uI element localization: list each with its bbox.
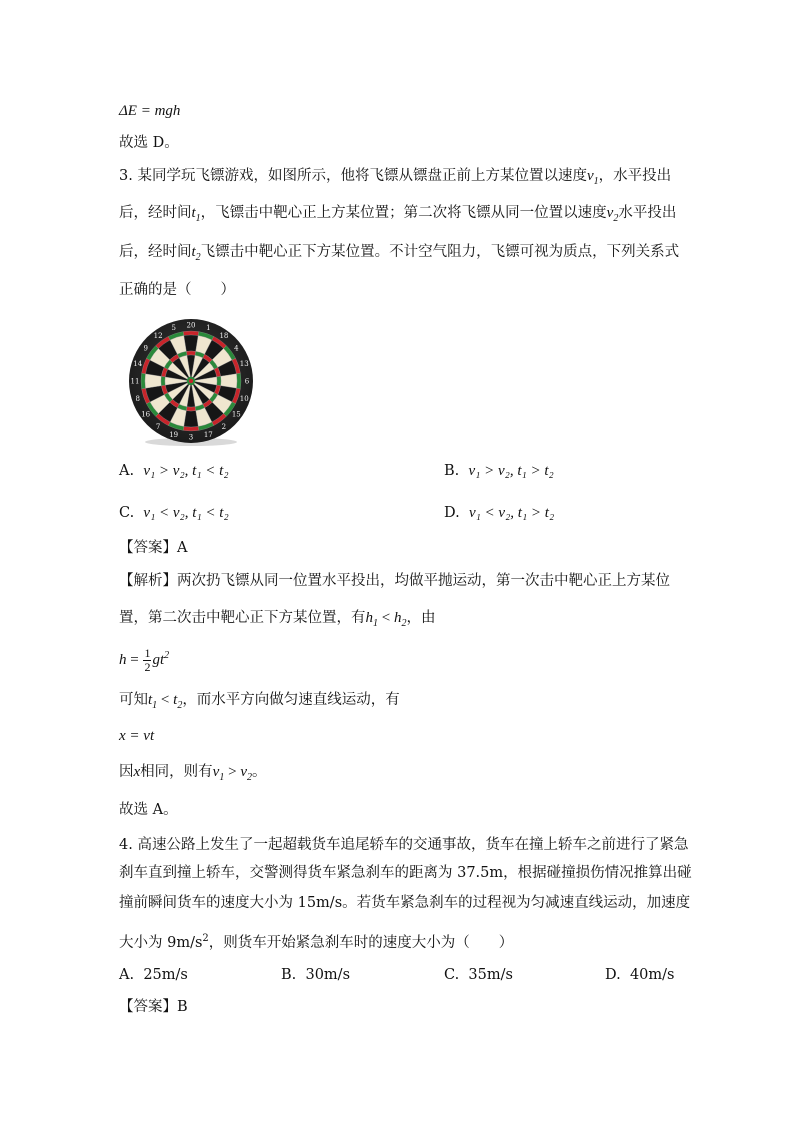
q3-option-a: A. v₁ > v₂, t₁ < t₂: [119, 463, 229, 479]
q3-stem-line2: 后，经时间$t_1$，飞镖击中靶心正上方某位置；第二次将飞镖从同一位置以速度$v_2$水平投出: [119, 205, 677, 224]
dartboard-number: 3: [188, 433, 194, 442]
q4-option-a: A. 25m/s: [119, 967, 188, 983]
dartboard-number: 18: [219, 332, 229, 341]
q4-stem-line2: 刹车直到撞上轿车，交警测得货车紧急刹车的距离为 37.5m，根据碰撞损伤情况推算出碰: [119, 865, 692, 881]
q3-option-d: D. v₁ < v₂, t₁ > t₂: [444, 505, 555, 521]
dartboard-number: 14: [133, 360, 143, 369]
dartboard-number: 4: [234, 344, 239, 353]
dartboard-number: 20: [186, 321, 196, 330]
h-compare: $h_1 < h_2$: [365, 610, 407, 629]
bullseye: [189, 379, 193, 383]
dartboard-number: 13: [239, 360, 249, 369]
energy-equation: ΔE = mgh: [119, 103, 181, 119]
dartboard-number: 15: [231, 410, 241, 419]
q4-answer: 【答案】B: [119, 999, 188, 1015]
dartboard-number: 5: [171, 324, 176, 333]
dartboard-figure: [126, 318, 256, 448]
q4-stem-line4: 大小为 $9m/s^2$，则货车开始紧急刹车时的速度大小为（ ）: [119, 933, 514, 951]
q4-option-d: D. 40m/s: [605, 967, 675, 983]
dartboard-segment: [217, 376, 221, 385]
q3-stem-line3: 后，经时间$t_2$飞镖击中靶心正下方某位置。不计空气阻力，飞镖可视为质点，下列关系式: [119, 244, 680, 263]
dartboard-number: 8: [135, 394, 140, 403]
prev-select-answer: 故选 D。: [119, 135, 179, 151]
dartboard-number: 1: [206, 324, 211, 333]
q4-stem-line3: 撞前瞬间货车的速度大小为 15m/s。若货车紧急刹车的过程视为匀减速直线运动，加速度: [119, 895, 691, 911]
q3-select-answer: 故选 A。: [119, 802, 178, 818]
formula-free-fall: h = $\frac{1}{2}$ $gt^2$: [119, 646, 170, 675]
dartboard-number: 9: [143, 344, 148, 353]
dartboard-segment: [186, 351, 195, 355]
dartboard-segment: [161, 376, 165, 385]
dartboard-number: 16: [141, 410, 151, 419]
dartboard-number: 6: [244, 377, 250, 386]
t1-symbol: $t_1$: [191, 205, 201, 224]
dartboard-number: 12: [153, 332, 163, 341]
t-compare: $t_1 < t_2$: [148, 692, 183, 711]
q3-option-b: B. v₁ > v₂, t₁ > t₂: [444, 463, 554, 479]
v2-symbol: $v_2$: [606, 205, 619, 224]
q3-answer: 【答案】A: [119, 540, 188, 556]
v1-symbol: $v_1$: [586, 168, 599, 187]
dartboard-number: 7: [155, 422, 161, 431]
dartboard-number: 11: [130, 377, 140, 386]
dartboard-number: 2: [221, 422, 227, 431]
formula-uniform-motion: x = vt: [119, 728, 155, 744]
v-compare: $v_1 > v_2$: [212, 764, 252, 783]
q3-option-c: C. v₁ < v₂, t₁ < t₂: [119, 505, 229, 521]
q3-stem-line4: 正确的是（ ）: [119, 282, 235, 298]
dartboard-number: 19: [169, 430, 179, 439]
t2-symbol: $t_2$: [191, 244, 201, 263]
q3-analysis-line4: 因x相同，则有$v_1 > v_2$。: [119, 764, 267, 783]
q3-analysis-line2: 置，第二次击中靶心正下方某位置，有$h_1 < h_2$，由: [119, 610, 436, 629]
dartboard-number: 17: [203, 430, 213, 439]
q4-option-c: C. 35m/s: [444, 967, 513, 983]
q4-option-b: B. 30m/s: [281, 967, 351, 983]
q3-analysis-line3: 可知$t_1 < t_2$，而水平方向做匀速直线运动，有: [119, 692, 400, 711]
q3-analysis-line1: 【解析】两次扔飞镖从同一位置水平投出，均做平抛运动，第一次击中靶心正上方某位: [119, 573, 670, 589]
q4-stem-line1: 4. 高速公路上发生了一起超载货车追尾轿车的交通事故，货车在撞上轿车之前进行了紧急: [119, 837, 689, 853]
q3-stem-line1: 3. 某同学玩飞镖游戏，如图所示，他将飞镖从镖盘正前上方某位置以速度$v_1$，水平投出: [119, 168, 672, 187]
dartboard-segment: [186, 407, 195, 411]
dartboard-number: 10: [239, 394, 249, 403]
